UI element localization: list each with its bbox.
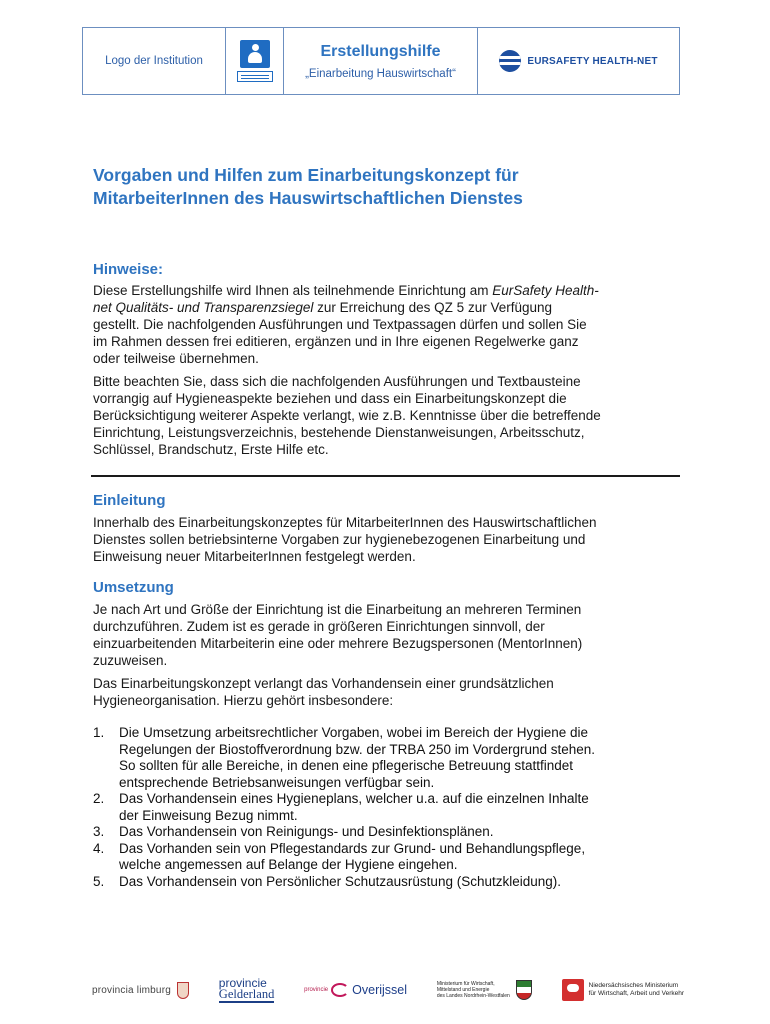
limburg-logo [92, 982, 189, 999]
eursafety-logo [478, 28, 679, 94]
text-line: Dienstes sollen betriebsinterne Vorgaben zur hygienebezogenen Einarbeitung und [93, 532, 586, 547]
text-line: durchzuführen. Zudem ist es gerade in größeren Einrichtungen sinnvoll, der [93, 619, 545, 634]
text-line: zuzuweisen. [93, 653, 168, 668]
list-item [93, 791, 693, 824]
text-line: Das Vorhanden sein von Pflegestandards zur Grund- und Behandlungspflege, [119, 840, 586, 856]
text-line: im Rahmen dessen frei editieren, ergänzen und in Ihre eigenen Regelwerke ganz [93, 334, 579, 349]
text-line: oder teilweise übernehmen. [93, 351, 259, 366]
nds-ministry-text [589, 982, 684, 998]
list-number: 5. [93, 873, 105, 889]
logo-caption-box [237, 71, 273, 82]
nrw-ministry-text [437, 981, 510, 999]
section-divider [91, 475, 680, 477]
horse-icon [562, 979, 584, 1001]
requirements-list [93, 725, 693, 890]
text-line: gestellt. Die nachfolgenden Ausführungen und Textpassagen dürfen und sollen Sie [93, 317, 587, 332]
hinweise-paragraph-2 [93, 373, 693, 458]
page-title-line: MitarbeiterInnen des Hauswirtschaftlichen Dienstes [93, 188, 523, 208]
emphasis-span: net Qualitäts- und Transparenzsiegel [93, 300, 314, 315]
text-line: Ministerium für Wirtschaft, [436, 981, 495, 987]
umsetzung-paragraph-1 [93, 601, 693, 669]
text-line: So sollten für alle Bereiche, in denen eine pflegerische Betreuung stattfindet [119, 758, 574, 773]
header-subtitle: „Einarbeitung Hauswirtschaft“ [305, 67, 456, 80]
text-line: entsprechende Betriebsanweisungen verfügbar sein. [119, 774, 435, 790]
list-item [93, 841, 693, 874]
list-item [93, 824, 693, 841]
text-span: Diese Erstellungshilfe wird Ihnen als teilnehmende Einrichtung am [93, 283, 493, 298]
text-line: Das Vorhandensein eines Hygieneplans, welcher u.a. auf die einzelnen Inhalte [119, 791, 589, 806]
einleitung-paragraph [93, 514, 693, 565]
text-line: Einweisung neuer MitarbeiterInnen festgelegt werden. [93, 549, 416, 564]
text-line: Schlüssel, Brandschutz, Erste Hilfe etc. [93, 442, 329, 457]
section-heading-hinweise: Hinweise: [93, 261, 164, 278]
section-heading-umsetzung: Umsetzung [93, 579, 174, 596]
nrw-shield-icon [516, 980, 532, 1000]
overijssel-logo-small: provincie [304, 987, 329, 993]
emphasis-span: EurSafety Health- [492, 283, 599, 298]
text-line: Das Vorhandensein von Persönlicher Schutzausrüstung (Schutzkleidung). [119, 873, 562, 889]
text-line: des Landes Nordrhein-Westfalen [436, 993, 510, 999]
gelderland-logo-top: provincie [218, 975, 267, 990]
text-line: der Einweisung Bezug nimmt. [119, 807, 298, 823]
header-title: Erstellungshilfe [320, 42, 441, 60]
globe-icon [499, 50, 521, 72]
list-number: 1. [93, 725, 105, 740]
crest-icon [177, 982, 189, 999]
umsetzung-paragraph-2 [93, 675, 693, 709]
institution-logo-label: Logo der Institution [105, 55, 203, 67]
limburg-logo-text: provincia limburg [92, 984, 171, 996]
list-item [93, 725, 693, 791]
header-title-block [284, 28, 478, 94]
text-line: einzuarbeitenden Mitarbeiterin eine oder mehrere Bezugspersonen (MentorInnen) [93, 636, 583, 651]
gelderland-logo [218, 975, 275, 1003]
text-line: Hygieneorganisation. Hierzu gehört insbesondere: [93, 693, 394, 708]
text-line: Bitte beachten Sie, dass sich die nachfolgenden Ausführungen und Textbausteine [93, 374, 581, 389]
text-line: Niedersächsisches Ministerium [588, 982, 679, 989]
page-title-line: Vorgaben und Hilfen zum Einarbeitungskonzept für [93, 165, 519, 185]
text-line: Innerhalb des Einarbeitungskonzeptes für MitarbeiterInnen des Hauswirtschaftlichen [93, 515, 597, 530]
list-item [93, 874, 693, 891]
eursafety-logo-text: EURSAFETY HEALTH-NET [527, 55, 658, 67]
overijssel-logo-text: Overijssel [352, 983, 408, 997]
list-number: 2. [93, 791, 105, 806]
overijssel-logo [304, 983, 407, 997]
care-facility-logo [226, 28, 284, 94]
text-line: vorrangig auf Hygieneaspekte beziehen und dass ein Einarbeitungskonzept die [93, 391, 567, 406]
institution-logo-placeholder [83, 28, 226, 94]
text-line: Das Einarbeitungskonzept verlangt das Vorhandensein einer grundsätzlichen [93, 676, 554, 691]
page-title [93, 164, 693, 210]
text-line: Berücksichtigung weiterer Aspekte verlangt, wie z.B. Kenntnisse über die betreffende [93, 408, 601, 423]
header-box [82, 27, 680, 95]
nds-ministry-logo [562, 979, 684, 1001]
hinweise-paragraph-1 [93, 282, 693, 367]
text-line: Die Umsetzung arbeitsrechtlicher Vorgaben, wobei im Bereich der Hygiene die [119, 725, 588, 740]
text-line: Einrichtung, Leistungsverzeichnis, bestehende Dienstanweisungen, Arbeitsschutz, [93, 425, 585, 440]
person-icon [240, 40, 270, 68]
wave-icon [331, 983, 349, 997]
nrw-ministry-logo [437, 980, 532, 1000]
gelderland-logo-bottom: Gelderland [218, 986, 275, 1001]
footer-logos [92, 974, 684, 1006]
text-line: welche angemessen auf Belange der Hygiene eingehen. [119, 857, 458, 872]
text-line: Je nach Art und Größe der Einrichtung ist die Einarbeitung an mehreren Terminen [93, 602, 582, 617]
text-line: Mittelstand und Energie [436, 987, 490, 993]
section-heading-einleitung: Einleitung [93, 492, 166, 509]
text-line: Das Vorhandensein von Reinigungs- und Desinfektionsplänen. [119, 824, 494, 839]
text-line: Regelungen der Biostoffverordnung bzw. der TRBA 250 im Vordergrund stehen. [119, 741, 596, 757]
text-line: für Wirtschaft, Arbeit und Verkehr [588, 990, 684, 997]
list-number: 4. [93, 840, 105, 856]
list-number: 3. [93, 824, 105, 839]
text-span: zur Erreichung des QZ 5 zur Verfügung [313, 300, 552, 315]
